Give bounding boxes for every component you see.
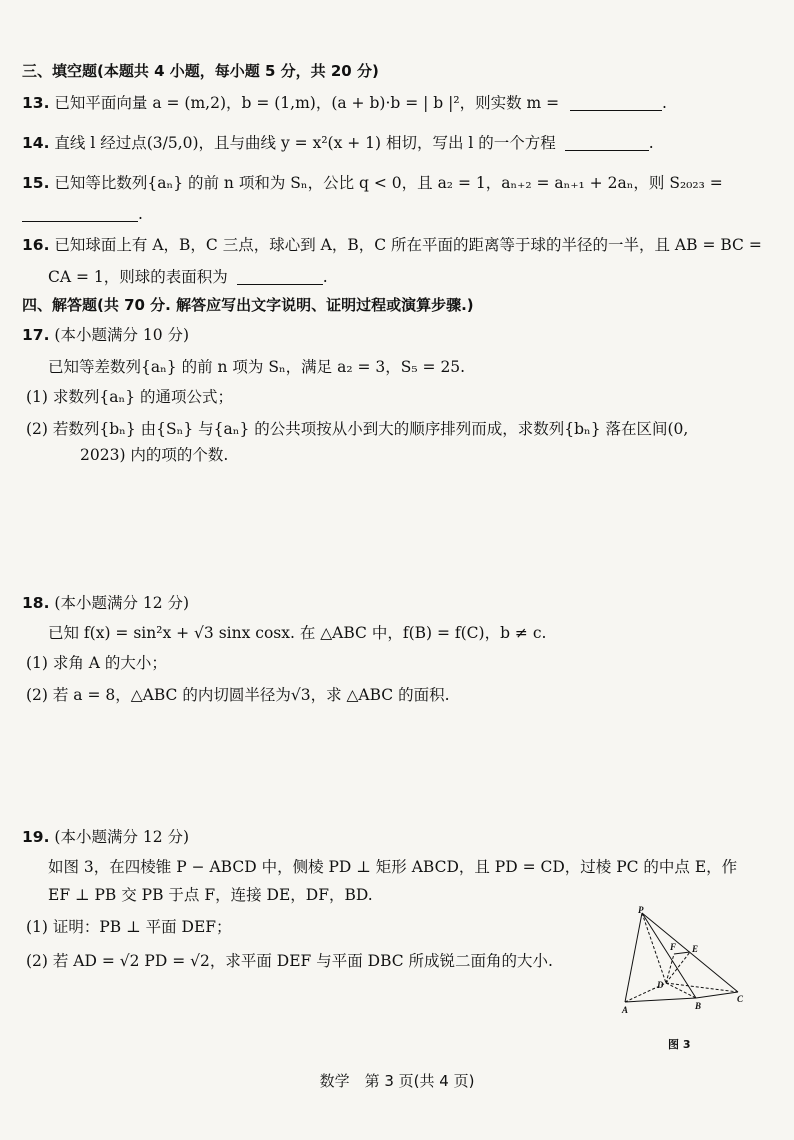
question-17-stem: 已知等差数列{aₙ} 的前 n 项为 Sₙ，满足 a₂ = 3，S₅ = 25.: [48, 358, 466, 376]
question-text: 已知球面上有 A，B，C 三点，球心到 A，B，C 所在平面的距离等于球的半径的一半，且 AB = BC =: [54, 236, 762, 254]
section-3-title: 三、填空题(本题共 4 小题，每小题 5 分，共 20 分): [22, 62, 379, 80]
question-19-part-2: (2) 若 AD = √2 PD = √2，求平面 DEF 与平面 DBC 所成锐二面角的大小.: [26, 952, 553, 970]
segment-EF: [674, 952, 690, 954]
figure-caption: 图 3: [668, 1038, 691, 1051]
answer-blank: [237, 268, 323, 285]
question-16: [22, 234, 774, 256]
question-number: 18.: [22, 594, 50, 612]
question-18-part-2: (2) 若 a = 8，△ABC 的内切圆半径为√3，求 △ABC 的面积.: [26, 686, 450, 704]
edge-PA: [625, 913, 642, 1002]
label-C: C: [737, 994, 744, 1004]
question-text: 已知平面向量 a = (m,2)，b = (1,m)，(a + b)·b = | b |²，则实数 m =: [54, 94, 560, 112]
question-number: 15.: [22, 174, 50, 192]
question-score: (本小题满分 12 分): [54, 594, 190, 612]
question-18-header: [22, 592, 774, 614]
answer-blank: [570, 94, 662, 111]
edge-BC: [696, 992, 738, 998]
question-17-part-1: (1) 求数列{aₙ} 的通项公式；: [26, 388, 233, 406]
label-D: D: [657, 980, 664, 990]
answer-blank: [22, 205, 138, 222]
section-4-title: 四、解答题(共 70 分. 解答应写出文字说明、证明过程或演算步骤.): [22, 296, 474, 314]
answer-blank: [565, 134, 649, 151]
edge-AB: [625, 998, 696, 1002]
edge-DC: [666, 983, 738, 992]
question-number: 13.: [22, 94, 50, 112]
label-P: P: [638, 905, 644, 915]
question-14: 14. 直线 l 经过点(3/5,0)，且与曲线 y = x²(x + 1) 相切，写出 l 的一个方程 .: [22, 134, 654, 152]
question-19-stem: 如图 3，在四棱锥 P − ABCD 中，侧棱 PD ⊥ 矩形 ABCD，且 PD = CD，过棱 PC 的中点 E，作: [48, 858, 738, 876]
label-F: F: [670, 942, 677, 952]
question-text: 直线 l 经过点(3/5,0)，且与曲线 y = x²(x + 1) 相切，写出 l 的一个方程: [54, 134, 556, 152]
label-A: A: [622, 1005, 629, 1015]
question-15-cont: .: [22, 203, 774, 225]
label-E: E: [692, 944, 699, 954]
question-15: [22, 172, 774, 194]
question-13: 13. 已知平面向量 a = (m,2)，b = (1,m)，(a + b)·b = | b |²，则实数 m = .: [22, 94, 667, 112]
question-17-part-2-cont: 2023) 内的项的个数.: [80, 446, 229, 464]
question-number: 17.: [22, 326, 50, 344]
question-17-part-2: (2) 若数列{bₙ} 由{Sₙ} 与{aₙ} 的公共项按从小到大的顺序排列而成，求数列{bₙ} 落在区间(0,: [26, 420, 689, 438]
question-score: (本小题满分 12 分): [54, 828, 190, 846]
question-19-stem-cont: EF ⊥ PB 交 PB 于点 F，连接 DE，DF，BD.: [48, 886, 373, 904]
page-footer: 数学 第 3 页(共 4 页): [319, 1072, 475, 1090]
question-18-part-1: (1) 求角 A 的大小；: [26, 654, 167, 672]
question-19-part-1: (1) 证明：PB ⊥ 平面 DEF；: [26, 918, 232, 936]
question-score: (本小题满分 10 分): [54, 326, 190, 344]
question-number: 14.: [22, 134, 50, 152]
question-16-cont: CA = 1，则球的表面积为 .: [48, 268, 328, 286]
question-number: 19.: [22, 828, 50, 846]
question-text: 已知等比数列{aₙ} 的前 n 项和为 Sₙ，公比 q < 0，且 a₂ = 1，aₙ₊₂ = aₙ₊₁ + 2aₙ，则 S₂₀₂₃ =: [54, 174, 723, 192]
question-17-header: [22, 324, 774, 346]
question-18-stem: 已知 f(x) = sin²x + √3 sinx cosx. 在 △ABC 中，f(B) = f(C)，b ≠ c.: [48, 624, 547, 642]
label-B: B: [695, 1001, 702, 1011]
pyramid-figure: [612, 905, 762, 1055]
question-number: 16.: [22, 236, 50, 254]
question-19-header: [22, 826, 774, 848]
